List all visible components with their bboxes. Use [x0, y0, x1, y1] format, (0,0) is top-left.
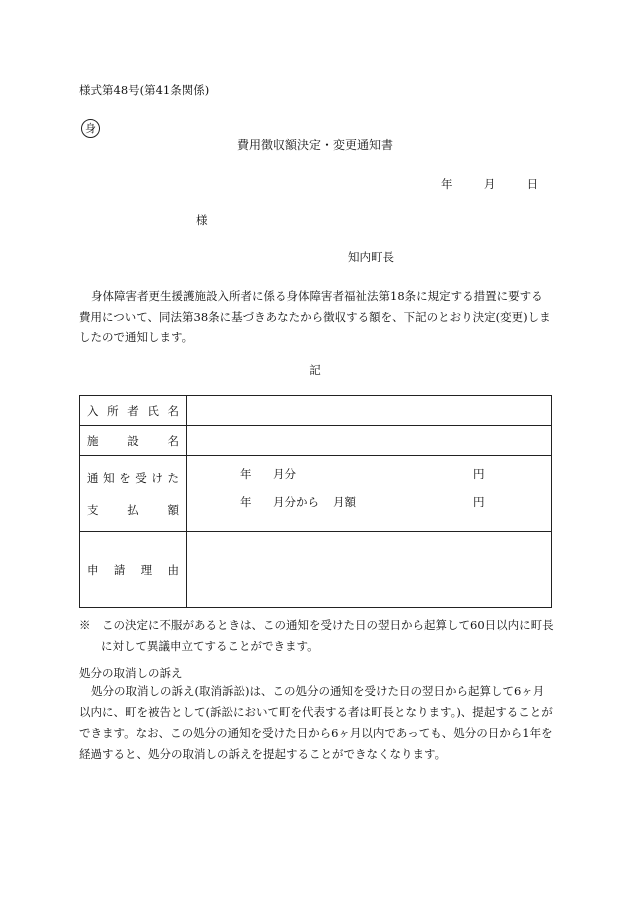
- date-day: 日: [526, 177, 539, 191]
- details-table: [79, 395, 552, 608]
- payment-line-1: 年 月分 円: [240, 466, 485, 481]
- value-facility-name[interactable]: [187, 426, 552, 456]
- date-year: 年: [441, 177, 453, 191]
- ki-heading: 記: [309, 363, 321, 377]
- value-resident-name[interactable]: [187, 396, 552, 426]
- date-line: [441, 176, 538, 192]
- table-row: [80, 532, 552, 608]
- body-paragraph: 身体障害者更生援護施設入所者に係る身体障害者福祉法第18条に規定する措置に要する費用について、同法第38条に基づきあなたから徴収する額を、下記のとおり決定(変更)しましたので通知します。: [79, 289, 551, 344]
- seal-mark-icon: 身: [81, 119, 100, 138]
- label-resident-name: 入 所 者 氏 名: [80, 396, 187, 426]
- objection-note: ※ この決定に不服があるときは、この通知を受けた日の翌日から起算して60日以内に町長に対して異議申立てすることができます。: [79, 618, 554, 653]
- addressee-honorific: 様: [196, 213, 208, 227]
- document-title: 費用徴収額決定・変更通知書: [236, 138, 393, 152]
- label-facility-name: 施 設 名: [80, 426, 187, 456]
- label-payment-amount: 通 知 を 受 け た 支 払 額: [80, 456, 187, 532]
- value-application-reason[interactable]: [187, 532, 552, 608]
- payment-line-2: 年 月分から 月額 円: [240, 494, 485, 509]
- table-row: [80, 396, 552, 426]
- date-month: 月: [483, 177, 496, 191]
- table-row: [80, 456, 552, 532]
- table-row: [80, 426, 552, 456]
- form-number: 様式第48号(第41条関係): [79, 83, 210, 97]
- sender-name: 知内町長: [348, 250, 394, 264]
- label-application-reason: 申 請 理 由: [80, 532, 187, 608]
- value-payment-amount[interactable]: [187, 456, 552, 532]
- appeal-body: 処分の取消しの訴え(取消訴訟)は、この処分の通知を受けた日の翌日から起算して6ヶ月以内に、町を被告として(訴訟において町を代表する者は町長となります。)、提起することができます。なお、この処分の通知を受けた日から6ヶ月以内であっても、処分の日から1年を経過すると、処分の取消しの訴えを提起することができなくなります。: [79, 684, 553, 761]
- appeal-heading: 処分の取消しの訴え: [79, 666, 183, 680]
